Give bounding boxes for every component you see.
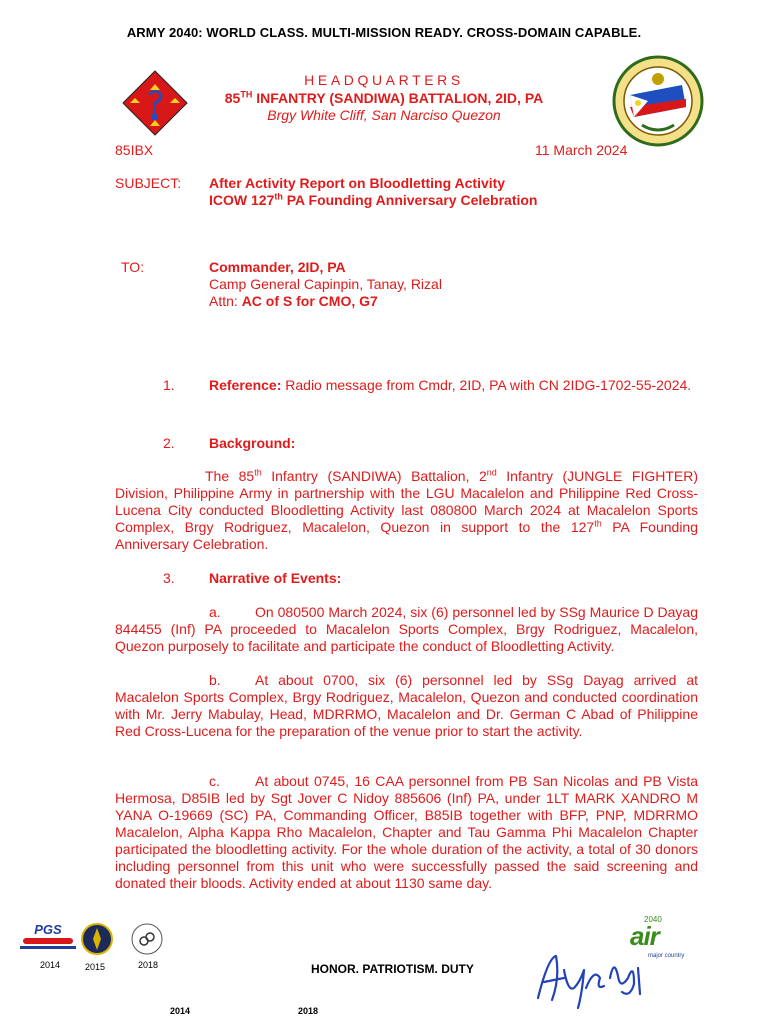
to-name: Commander, 2ID, PA <box>209 259 346 275</box>
bg-text-d: PA Founding Anniversary Celebration. <box>115 519 698 552</box>
compass-seal-icon <box>80 922 114 956</box>
air-logo-sub: major country <box>648 953 685 959</box>
footer-motto: HONOR. PATRIOTISM. DUTY <box>311 962 474 976</box>
iso-year: 2018 <box>138 960 159 970</box>
narrative-c-text: At about 0745, 16 CAA personnel from PB San Nicolas and PB Vista Hermosa, D85IB led by Sgt Jover C Nidoy 885606 (Inf) PA, under 1LT MARK XANDRO M YANA O-19669 (SC) PA, Commanding Officer, B85IB together with BFP, PNP, MDRRMO Macalelon, Alpha Kappa Rho Macalelon, Chapter and Tau Gamma Phi Macalelon Chapter participated the bloodletting activity. For the whole duration of the activity, a total of 30 donors including personnel from this unit who were successfully passed the said screening and donated their bloods. Activity ended at about 1130 same day. <box>115 773 698 891</box>
unit-number: 85 <box>224 90 241 106</box>
subject-line-2 <box>209 192 537 209</box>
subject-line-2b: PA Founding Anniversary Celebration <box>282 192 538 208</box>
section-2-heading: Background: <box>209 435 296 451</box>
memo-date: 11 March 2024 <box>535 142 628 158</box>
attn-label: Attn: <box>209 293 242 309</box>
subject-line-2a: ICOW 127 <box>209 192 275 208</box>
attn-value: AC of S for CMO, G7 <box>241 293 378 309</box>
battalion-seal-icon <box>612 55 704 147</box>
unit-rest: INFANTRY (SANDIWA) BATTALION, 2ID, PA <box>252 90 544 106</box>
section-1-number: 1. <box>163 377 175 393</box>
bg-sup-3: th <box>594 518 602 529</box>
narrative-a-label: a. <box>209 604 221 620</box>
section-1-heading: Reference: <box>209 377 282 393</box>
air-logo-small: 2040 <box>644 915 662 924</box>
subject-label: SUBJECT: <box>115 175 182 191</box>
narrative-b-label: b. <box>209 672 221 688</box>
bg-text-c: Infantry (JUNGLE FIGHTER) Division, Philippine Army in partnership with the LGU Macalelon and Philippine Red Cross-Lucena City conducted Bloodletting Activity last 080800 March 2024 at Macalelon Sports Complex, Brgy Rodriguez, Macalelon, Quezon in support to the 127 <box>115 468 698 535</box>
seal-year: 2015 <box>85 962 106 972</box>
narrative-b-text: At about 0700, six (6) personnel led by SSg Dayag arrived at Macalelon Sports Complex, Brgy Rodriguez, Macalelon, Quezon and conducted coordination with Mr. Jerry Mabulay, Head, MDRRMO, Macalelon and Dr. German C Abad of Philippine Red Cross-Lucena for the preparation of the venue prior to start the activity. <box>115 672 698 739</box>
section-background-text <box>115 468 698 553</box>
section-2-number: 2. <box>163 435 175 451</box>
bg-text-a: The 85 <box>205 468 255 484</box>
bottom-year-2: 2018 <box>298 1006 319 1016</box>
section-3-heading: Narrative of Events: <box>209 570 342 586</box>
section-reference <box>115 377 698 394</box>
bg-sup-2: nd <box>486 467 497 478</box>
narrative-c-label: c. <box>209 773 220 789</box>
section-1-text: Radio message from Cmdr, 2ID, PA with CN 2IDG-1702-55-2024. <box>281 377 692 393</box>
pgs-year: 2014 <box>40 960 61 970</box>
hq-title: HEADQUARTERS <box>304 72 464 88</box>
to-address: Camp General Capinpin, Tanay, Rizal <box>209 276 442 292</box>
header-motto: ARMY 2040: WORLD CLASS. MULTI-MISSION READY. CROSS-DOMAIN CAPABLE. <box>126 25 642 40</box>
reference-code: 85IBX <box>115 142 154 158</box>
bg-sup-1: th <box>254 467 262 478</box>
pgs-logo-text: PGS <box>34 922 62 937</box>
narrative-a <box>115 604 698 655</box>
unit-sup: TH <box>240 89 253 100</box>
narrative-b <box>115 672 698 740</box>
bottom-year-1: 2014 <box>170 1006 191 1016</box>
section-3-number: 3. <box>163 570 175 586</box>
subject-line-1: After Activity Report on Bloodletting Activity <box>209 175 506 191</box>
attn-line <box>209 293 378 310</box>
narrative-a-text: On 080500 March 2024, six (6) personnel led by SSg Maurice D Dayag 844455 (Inf) PA proceeded to Macalelon Sports Complex, Brgy Rodriguez, Macalelon, Quezon purposely to facilitate and participate the conduct of Bloodletting Activity. <box>115 604 698 654</box>
unit-address: Brgy White Cliff, San Narciso Quezon <box>267 107 501 123</box>
narrative-c <box>115 773 698 892</box>
iso-cert-icon <box>130 922 164 956</box>
bg-text-b: Infantry (SANDIWA) Battalion, 2 <box>261 468 487 484</box>
to-label: TO: <box>121 259 145 275</box>
pgs-logo <box>18 922 78 956</box>
subject-line-2-sup: th <box>274 191 283 202</box>
signature-icon <box>530 948 660 1014</box>
air-logo-text: air <box>630 921 659 951</box>
